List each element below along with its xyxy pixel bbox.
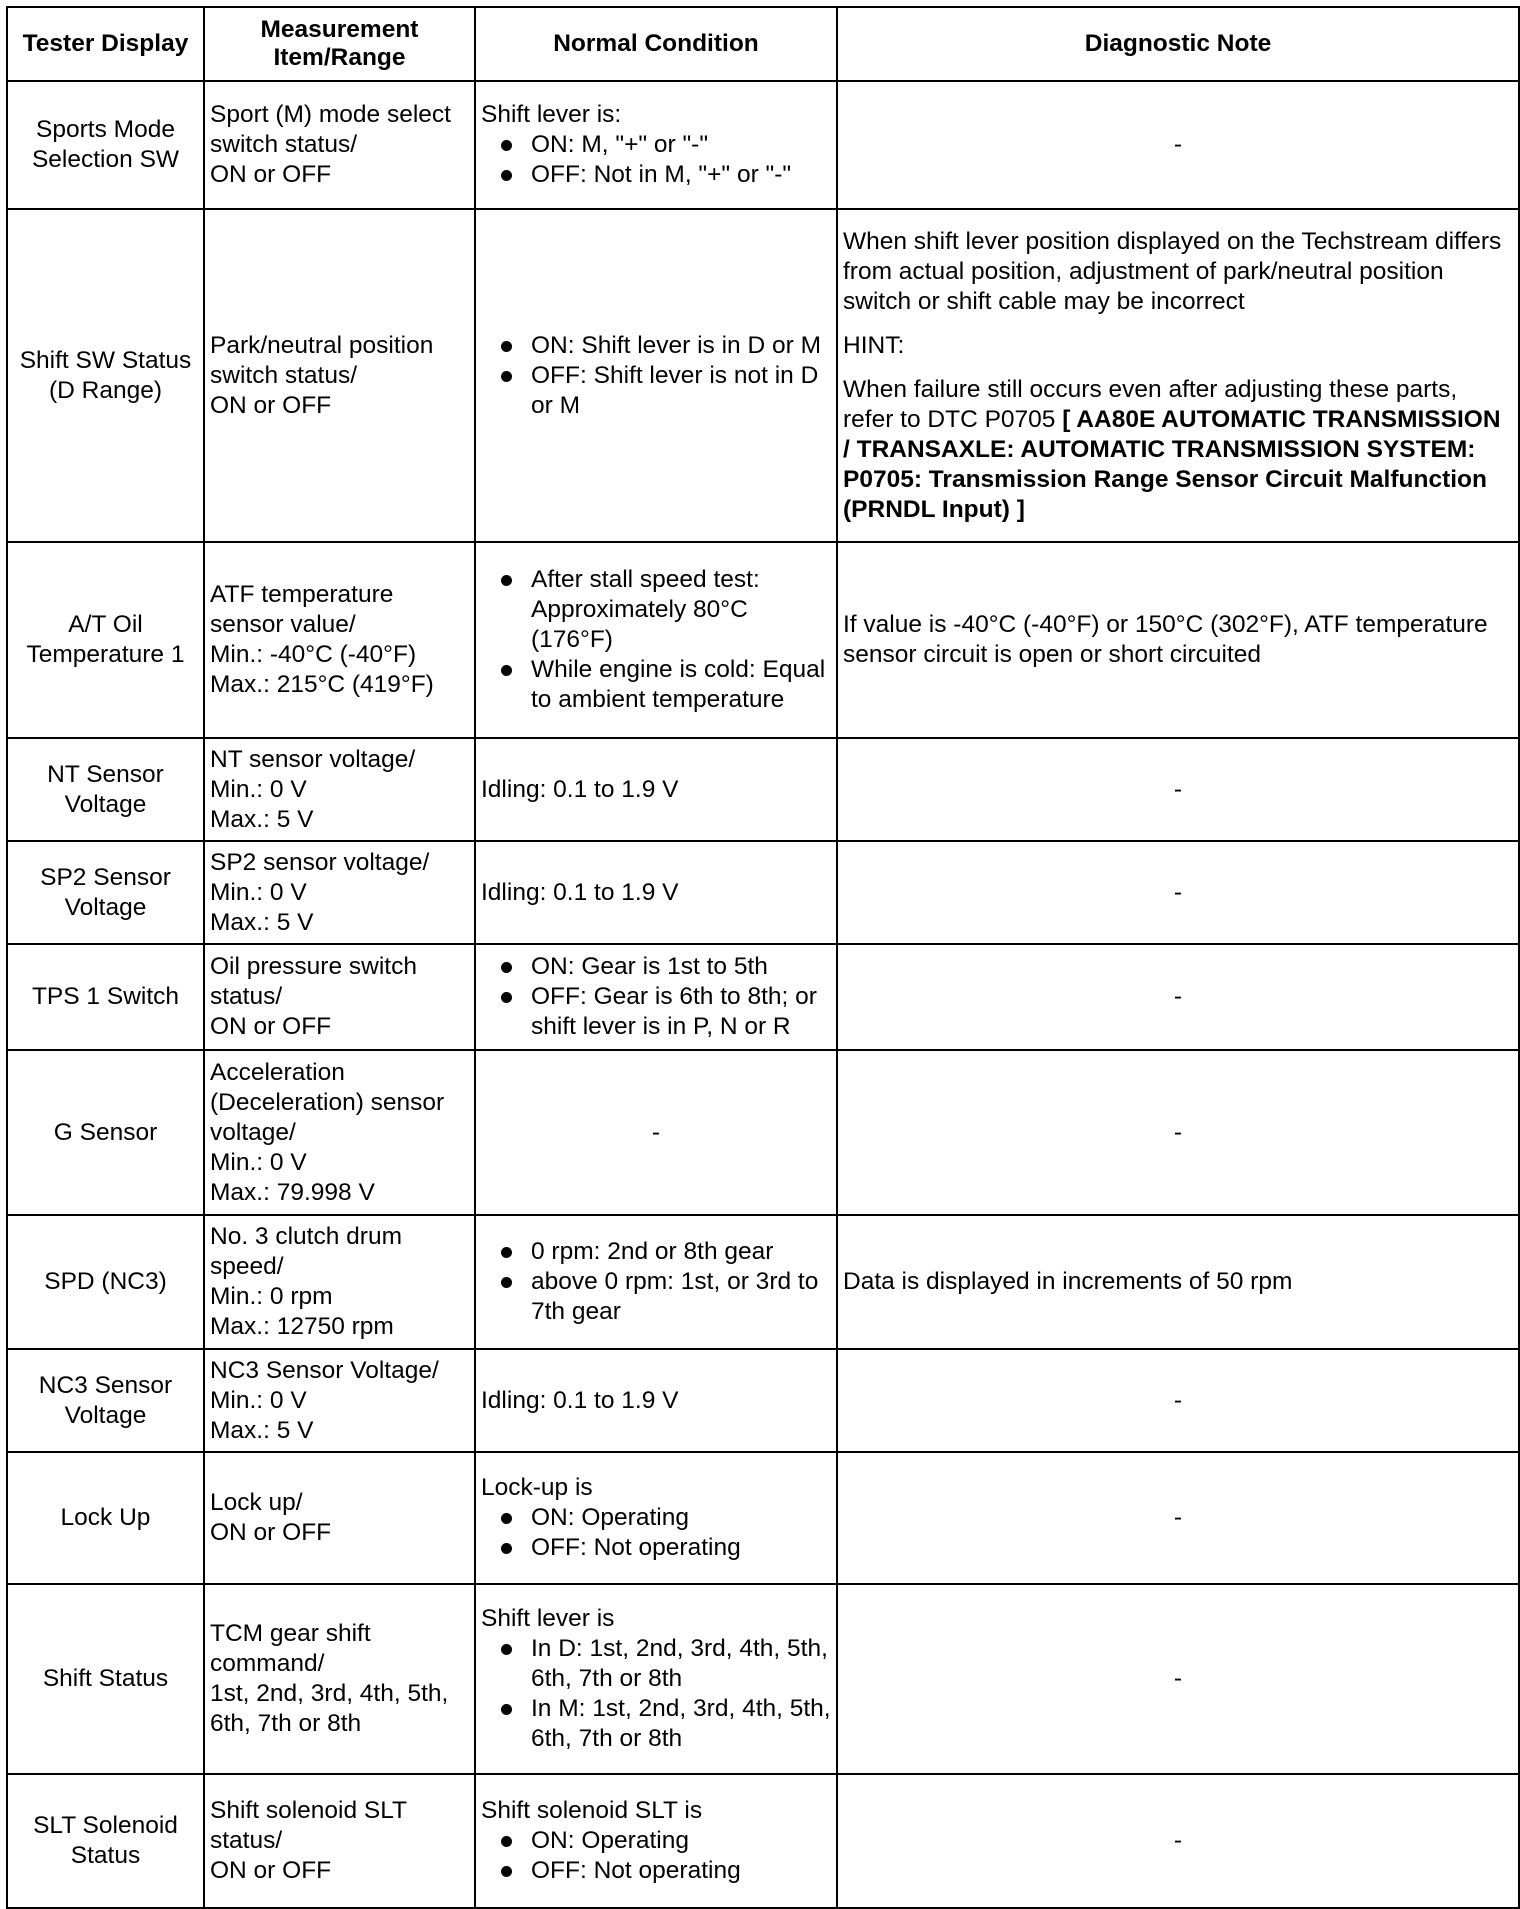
diagnostic-note-cell: - bbox=[837, 841, 1519, 944]
item-line: ON or OFF bbox=[210, 1013, 332, 1040]
item-line: Min.: -40°C (-40°F) bbox=[210, 641, 417, 668]
note-paragraph-with-link bbox=[843, 375, 1513, 525]
item-line: Shift solenoid SLT bbox=[210, 1797, 408, 1824]
header-tester-display: Tester Display bbox=[7, 7, 204, 81]
item-line: Max.: 5 V bbox=[210, 805, 314, 833]
tester-line: A/T Oil bbox=[68, 611, 143, 638]
normal-condition-cell bbox=[475, 1584, 837, 1774]
data-list-table bbox=[6, 6, 1520, 1909]
note-paragraph: When shift lever position displayed on the Techstream differs from actual position, adjustment of park/neutral position switch or shift cable may be incorrect bbox=[843, 227, 1502, 315]
normal-lead-text: Shift lever is: bbox=[481, 101, 622, 128]
item-line: ON or OFF bbox=[210, 1857, 332, 1884]
measurement-cell bbox=[204, 944, 475, 1050]
table-row bbox=[7, 841, 1519, 944]
item-line: ON or OFF bbox=[210, 1519, 332, 1546]
normal-condition-cell: - bbox=[475, 1050, 837, 1215]
measurement-cell bbox=[204, 1584, 475, 1774]
item-line: Lock up/ bbox=[210, 1489, 303, 1516]
bullet-item: OFF: Gear is 6th to 8th; or shift lever is in P, N or R bbox=[481, 982, 831, 1042]
item-line: speed/ bbox=[210, 1253, 284, 1280]
item-line: Max.: 5 V bbox=[210, 908, 314, 936]
item-line: 1st, 2nd, 3rd, 4th, 5th, bbox=[210, 1680, 449, 1707]
tester-display-cell bbox=[7, 209, 204, 542]
diagnostic-note-cell: - bbox=[837, 1584, 1519, 1774]
bullet-list bbox=[481, 1503, 831, 1563]
header-row bbox=[7, 7, 1519, 81]
table-row bbox=[7, 1774, 1519, 1908]
item-line: Park/neutral position bbox=[210, 331, 434, 359]
item-line: Acceleration bbox=[210, 1058, 345, 1086]
measurement-cell bbox=[204, 841, 475, 944]
item-line: Min.: 0 rpm bbox=[210, 1283, 333, 1310]
diagnostic-note-cell: - bbox=[837, 1452, 1519, 1584]
bullet-item: 0 rpm: 2nd or 8th gear bbox=[481, 1237, 831, 1267]
item-line: status/ bbox=[210, 983, 283, 1010]
item-line: voltage/ bbox=[210, 1118, 296, 1146]
item-line: Max.: 5 V bbox=[210, 1416, 314, 1444]
normal-condition-cell bbox=[475, 542, 837, 738]
diagnostic-note-cell: - bbox=[837, 738, 1519, 841]
tester-line: Voltage bbox=[64, 790, 147, 818]
bullet-list bbox=[481, 1826, 831, 1886]
item-line: Min.: 0 V bbox=[210, 878, 307, 906]
tester-line: SLT Solenoid bbox=[33, 1812, 178, 1839]
tester-display-cell bbox=[7, 1215, 204, 1349]
measurement-cell bbox=[204, 209, 475, 542]
bullet-list bbox=[481, 331, 831, 421]
tester-line: (D Range) bbox=[48, 376, 162, 404]
bullet-item: In M: 1st, 2nd, 3rd, 4th, 5th, 6th, 7th or 8th bbox=[481, 1694, 831, 1754]
tester-line: Shift SW Status bbox=[19, 346, 192, 374]
item-line: TCM gear shift bbox=[210, 1620, 371, 1647]
diagnostic-note-cell: If value is -40°C (-40°F) or 150°C (302°F), ATF temperature sensor circuit is open or short circuited bbox=[837, 542, 1519, 738]
diagnostic-note-cell: Data is displayed in increments of 50 rpm bbox=[837, 1215, 1519, 1349]
table-row bbox=[7, 1050, 1519, 1215]
bullet-item: ON: M, "+" or "-" bbox=[481, 130, 831, 160]
tester-line: TPS 1 Switch bbox=[31, 983, 180, 1010]
table-row bbox=[7, 1452, 1519, 1584]
bullet-item: After stall speed test: Approximately 80°C (176°F) bbox=[481, 565, 831, 655]
measurement-cell bbox=[204, 1452, 475, 1584]
tester-line: NT Sensor bbox=[47, 760, 164, 788]
dtc-reference-link[interactable]: [ AA80E AUTOMATIC TRANSMISSION / TRANSAXLE: AUTOMATIC TRANSMISSION SYSTEM: P0705: Transmission Range Sensor Circuit Malfunction (PRNDL Input) ] bbox=[843, 405, 1501, 523]
table-row bbox=[7, 542, 1519, 738]
bullet-item: above 0 rpm: 1st, or 3rd to 7th gear bbox=[481, 1267, 831, 1327]
bullet-list bbox=[481, 1237, 831, 1327]
tester-line: SP2 Sensor bbox=[40, 863, 171, 891]
bullet-list bbox=[481, 952, 831, 1042]
tester-line: G Sensor bbox=[53, 1118, 158, 1146]
bullet-item: OFF: Not operating bbox=[481, 1533, 831, 1563]
item-line: Max.: 12750 rpm bbox=[210, 1313, 394, 1340]
tester-line: SPD (NC3) bbox=[44, 1268, 167, 1295]
normal-condition-cell bbox=[475, 944, 837, 1050]
diagnostic-note-cell: - bbox=[837, 944, 1519, 1050]
item-line: 6th, 7th or 8th bbox=[210, 1710, 362, 1737]
measurement-cell bbox=[204, 542, 475, 738]
item-line: status/ bbox=[210, 1827, 283, 1854]
note-text: When failure still occurs even after adjusting these parts, refer to DTC P0705 bbox=[843, 375, 1458, 433]
measurement-cell bbox=[204, 1349, 475, 1452]
item-line: Min.: 0 V bbox=[210, 775, 307, 803]
normal-lead-text: Shift lever is bbox=[481, 1605, 615, 1632]
item-line: switch status/ bbox=[210, 361, 358, 389]
normal-lead-text: Lock-up is bbox=[481, 1474, 593, 1501]
normal-condition-cell bbox=[475, 81, 837, 209]
item-line: No. 3 clutch drum bbox=[210, 1223, 402, 1250]
tester-line: Temperature 1 bbox=[26, 641, 185, 668]
measurement-cell bbox=[204, 738, 475, 841]
bullet-item: While engine is cold: Equal to ambient temperature bbox=[481, 655, 831, 715]
item-line: ON or OFF bbox=[210, 161, 332, 188]
bullet-item: ON: Gear is 1st to 5th bbox=[481, 952, 831, 982]
header-measurement-line1: Measurement bbox=[260, 16, 419, 43]
normal-condition-cell bbox=[475, 1774, 837, 1908]
table-row bbox=[7, 81, 1519, 209]
bullet-item: In D: 1st, 2nd, 3rd, 4th, 5th, 6th, 7th or 8th bbox=[481, 1634, 831, 1694]
header-measurement-line2: Item/Range bbox=[273, 44, 406, 71]
normal-condition-cell: Idling: 0.1 to 1.9 V bbox=[475, 841, 837, 944]
diagnostic-note-cell bbox=[837, 209, 1519, 542]
table-row bbox=[7, 1584, 1519, 1774]
tester-display-cell bbox=[7, 738, 204, 841]
normal-condition-cell: Idling: 0.1 to 1.9 V bbox=[475, 738, 837, 841]
table-row bbox=[7, 1215, 1519, 1349]
tester-display-cell bbox=[7, 841, 204, 944]
normal-condition-cell: Idling: 0.1 to 1.9 V bbox=[475, 1349, 837, 1452]
tester-display-cell bbox=[7, 1774, 204, 1908]
tester-line: Status bbox=[70, 1842, 141, 1869]
tester-line: NC3 Sensor bbox=[38, 1371, 173, 1399]
item-line: SP2 sensor voltage/ bbox=[210, 848, 430, 876]
hint-label: HINT: bbox=[843, 331, 905, 359]
item-line: command/ bbox=[210, 1650, 325, 1677]
tester-line: Sports Mode bbox=[36, 116, 175, 143]
tester-display-cell bbox=[7, 944, 204, 1050]
bullet-item: ON: Shift lever is in D or M bbox=[481, 331, 831, 361]
tester-display-cell bbox=[7, 1349, 204, 1452]
header-measurement-item-range bbox=[204, 7, 475, 81]
table-header bbox=[7, 7, 1519, 81]
tester-display-cell bbox=[7, 1050, 204, 1215]
item-line: Max.: 215°C (419°F) bbox=[210, 671, 434, 698]
header-diagnostic-note: Diagnostic Note bbox=[837, 7, 1519, 81]
tester-line: Shift Status bbox=[42, 1665, 169, 1692]
tester-display-cell bbox=[7, 81, 204, 209]
item-line: NC3 Sensor Voltage/ bbox=[210, 1356, 439, 1384]
normal-condition-cell bbox=[475, 1452, 837, 1584]
normal-condition-cell bbox=[475, 209, 837, 542]
table-body bbox=[7, 81, 1519, 1908]
table-row bbox=[7, 738, 1519, 841]
diagnostic-note-cell: - bbox=[837, 1050, 1519, 1215]
bullet-list bbox=[481, 130, 831, 190]
table-row bbox=[7, 944, 1519, 1050]
normal-lead-text: Shift solenoid SLT is bbox=[481, 1797, 703, 1824]
tester-display-cell bbox=[7, 1584, 204, 1774]
bullet-item: OFF: Not in M, "+" or "-" bbox=[481, 160, 831, 190]
table-row bbox=[7, 1349, 1519, 1452]
bullet-item: ON: Operating bbox=[481, 1503, 831, 1533]
header-normal-condition: Normal Condition bbox=[475, 7, 837, 81]
measurement-cell bbox=[204, 81, 475, 209]
item-line: sensor value/ bbox=[210, 611, 356, 638]
measurement-cell bbox=[204, 1215, 475, 1349]
measurement-cell bbox=[204, 1050, 475, 1215]
tester-line: Lock Up bbox=[60, 1504, 151, 1531]
item-line: (Deceleration) sensor bbox=[210, 1088, 445, 1116]
measurement-cell bbox=[204, 1774, 475, 1908]
item-line: ON or OFF bbox=[210, 391, 332, 419]
item-line: Max.: 79.998 V bbox=[210, 1178, 375, 1206]
table-row bbox=[7, 209, 1519, 542]
item-line: Min.: 0 V bbox=[210, 1148, 307, 1176]
item-line: Oil pressure switch bbox=[210, 953, 417, 980]
tester-line: Voltage bbox=[64, 893, 147, 921]
bullet-item: OFF: Shift lever is not in D or M bbox=[481, 361, 831, 421]
item-line: Min.: 0 V bbox=[210, 1386, 307, 1414]
item-line: Sport (M) mode select bbox=[210, 101, 451, 128]
diagnostic-note-cell: - bbox=[837, 1774, 1519, 1908]
tester-line: Voltage bbox=[64, 1401, 147, 1429]
bullet-item: OFF: Not operating bbox=[481, 1856, 831, 1886]
diagnostic-note-cell: - bbox=[837, 81, 1519, 209]
bullet-list bbox=[481, 565, 831, 715]
item-line: NT sensor voltage/ bbox=[210, 745, 416, 773]
item-line: ATF temperature bbox=[210, 581, 394, 608]
bullet-list bbox=[481, 1634, 831, 1754]
normal-condition-cell bbox=[475, 1215, 837, 1349]
item-line: switch status/ bbox=[210, 131, 358, 158]
diagnostic-note-cell: - bbox=[837, 1349, 1519, 1452]
tester-display-cell bbox=[7, 542, 204, 738]
tester-display-cell bbox=[7, 1452, 204, 1584]
tester-line: Selection SW bbox=[31, 146, 180, 173]
bullet-item: ON: Operating bbox=[481, 1826, 831, 1856]
